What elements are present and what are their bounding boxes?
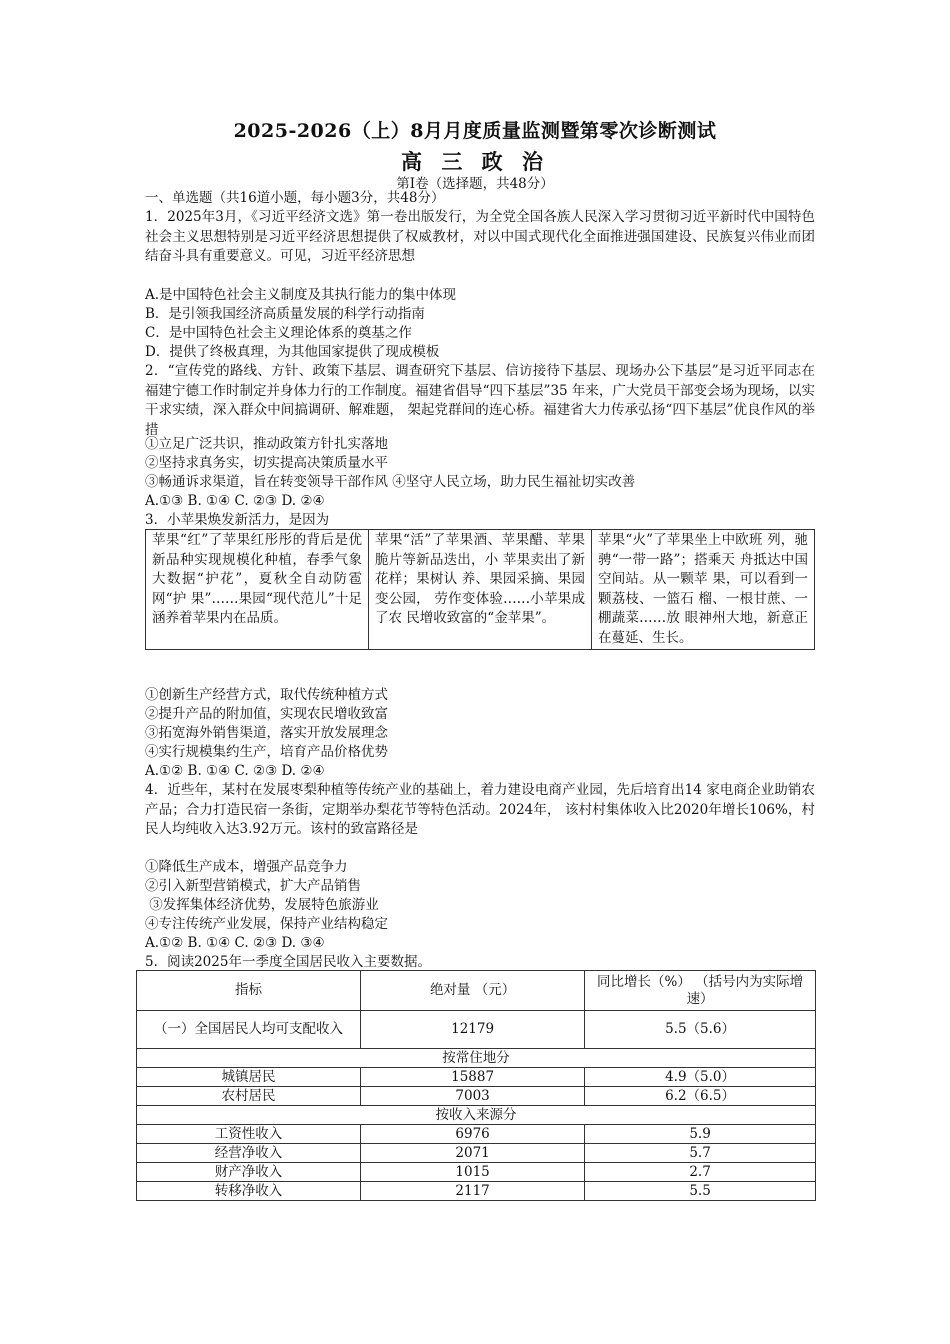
cell-absolute: 2071 (361, 1144, 585, 1163)
q4-item-4: ④专注传统产业发展，保持产业结构稳定 (145, 916, 388, 932)
cell-indicator: 工资性收入 (137, 1125, 361, 1144)
q1-stem: 1．2025年3月，《习近平经济文选》第一卷出版发行，为全党全国各族人民深入学习贯彻习近平新时代中国特色社会主义思想特别是习近平经济思想提供了权威教材，对以中国式现代化全面推进强国建设、民族复兴伟业而团结奋斗具有重要意义。可见，习近平经济思想 (145, 209, 815, 264)
cell-growth: 5.5 (585, 1182, 816, 1201)
cell-absolute: 2117 (361, 1182, 585, 1201)
table-row (137, 1182, 816, 1201)
cell-absolute: 6976 (361, 1125, 585, 1144)
q1-option-c: C．是中国特色社会主义理论体系的奠基之作 (145, 325, 412, 341)
header-indicator: 指标 (137, 971, 361, 1011)
group-source: 按收入来源分 (137, 1106, 816, 1125)
table-row (137, 1068, 816, 1087)
table-row (137, 1125, 816, 1144)
q3-item-1: ①创新生产经营方式，取代传统种植方式 (145, 687, 388, 703)
q1-option-a: A.是中国特色社会主义制度及其执行能力的集中体现 (145, 287, 457, 303)
q2-stem: 2．“宣传党的路线、方针、政策下基层、调查研究下基层、信访接待下基层、现场办公下基层”是习近平同志在福建宁德工作时制定并身体力行的工作制度。福建省倡导“四下基层”35 年来，广大党员干部变会场为现场，以实干求实绩，深入群众中间搞调研、解难题， 架起党群间的连心桥。福建省大力传承弘扬“四下基层”优良作风的举措 (145, 363, 815, 438)
q3-choices: A.①② B. ①④ C. ②③ D. ②④ (145, 763, 325, 779)
cell-growth: 5.7 (585, 1144, 816, 1163)
q2-items-3-4: ③畅通诉求渠道，旨在转变领导干部作风 ④坚守人民立场，助力民生福祉切实改善 (145, 474, 636, 490)
cell-growth: 5.5（5.6） (585, 1011, 816, 1049)
cell-absolute: 1015 (361, 1163, 585, 1182)
q3-item-4: ④实行规模集约生产，培育产品价格优势 (145, 744, 388, 760)
cell-absolute: 7003 (361, 1087, 585, 1106)
table-row (146, 530, 815, 650)
header-growth: 同比增长（%） （括号内为实际增速） (585, 971, 816, 1011)
q2-item-2: ②坚持求真务实，切实提高决策质量水平 (145, 455, 388, 471)
q4-item-1: ①降低生产成本，增强产品竞争力 (145, 859, 348, 875)
q4-choices: A.①② B. ①④ C. ②③ D. ③④ (145, 935, 325, 951)
q3-material-hot: 苹果“火”了苹果坐上中欧班 列，驰骋“一带一路”；搭乘天 舟抵达中国空间站。从一颗苹 果，可以看到一颗荔枝、一篮石 榴、一根甘蔗、一棚蔬菜……放 眼神州大地，新意正在蔓延、生长。 (592, 530, 815, 650)
cell-indicator: 财产净收入 (137, 1163, 361, 1182)
q4-item-2: ②引入新型营销模式，扩大产品销售 (145, 878, 361, 894)
q5-stem: 5．阅读2025年一季度全国居民收入主要数据。 (145, 954, 431, 970)
q2-choices: A.①③ B. ①④ C. ②③ D. ②④ (145, 493, 325, 509)
table-row (137, 1163, 816, 1182)
cell-indicator: （一）全国居民人均可支配收入 (137, 1011, 361, 1049)
cell-absolute: 12179 (361, 1011, 585, 1049)
group-residence: 按常住地分 (137, 1049, 816, 1068)
q4-item-3: ③发挥集体经济优势，发展特色旅游业 (145, 897, 379, 913)
group-row (137, 1049, 816, 1068)
cell-indicator: 农村居民 (137, 1087, 361, 1106)
q3-material-table (145, 529, 815, 650)
cell-growth: 4.9（5.0） (585, 1068, 816, 1087)
q1-option-d: D．提供了终极真理，为其他国家提供了现成模板 (145, 344, 440, 360)
q3-stem: 3．小苹果焕发新活力，是因为 (145, 512, 330, 528)
q4-stem: 4．近些年，某村在发展枣梨种植等传统产业的基础上，着力建设电商产业园，先后培育出14 家电商企业助销农产品；合力打造民宿一条街，定期举办梨花节等特色活动。2024年， 该村村集体收入比2020年增长106%，村民人均纯收入达3.92万元。该村的致富路径是 (145, 782, 815, 837)
cell-indicator: 经营净收入 (137, 1144, 361, 1163)
q3-material-alive: 苹果“活”了苹果酒、苹果醋、苹果脆片等新品迭出，小 苹果卖出了新花样；果树认 养、果园采摘、果园变公园， 劳作变体验……小苹果成了农 民增收致富的“金苹果”。 (369, 530, 592, 650)
subject-title: 高 三 政 治 (401, 149, 549, 174)
q3-item-3: ③拓宽海外销售渠道，落实开放发展理念 (145, 725, 388, 741)
q3-material-red: 苹果“红”了苹果红彤彤的背后是优新品种实现规模化种植，春季气象大数据“护花”，夏秋全自动防雹网“护 果”……果园“现代范儿”十足涵养着苹果内在品质。 (146, 530, 369, 650)
cell-growth: 5.9 (585, 1125, 816, 1144)
header-absolute: 绝对量 （元） (361, 971, 585, 1011)
section-heading: 一、单选题（共16道小题，每小题3分，共48分） (145, 190, 445, 206)
table-row (137, 1144, 816, 1163)
cell-absolute: 15887 (361, 1068, 585, 1087)
part-heading: 第Ⅰ卷（选择题，共48分） (396, 176, 554, 192)
exam-title: 2025-2026（上）8月月度质量监测暨第零次诊断测试 (233, 120, 717, 142)
q2-item-1: ①立足广泛共识，推动政策方针扎实落地 (145, 436, 388, 452)
cell-indicator: 城镇居民 (137, 1068, 361, 1087)
cell-growth: 6.2（6.5） (585, 1087, 816, 1106)
group-row (137, 1106, 816, 1125)
table-row (137, 1087, 816, 1106)
q5-income-table (136, 970, 816, 1201)
cell-indicator: 转移净收入 (137, 1182, 361, 1201)
cell-growth: 2.7 (585, 1163, 816, 1182)
table-header-row (137, 971, 816, 1011)
q3-item-2: ②提升产品的附加值，实现农民增收致富 (145, 706, 388, 722)
table-row (137, 1011, 816, 1049)
q1-option-b: B．是引领我国经济高质量发展的科学行动指南 (145, 306, 425, 322)
